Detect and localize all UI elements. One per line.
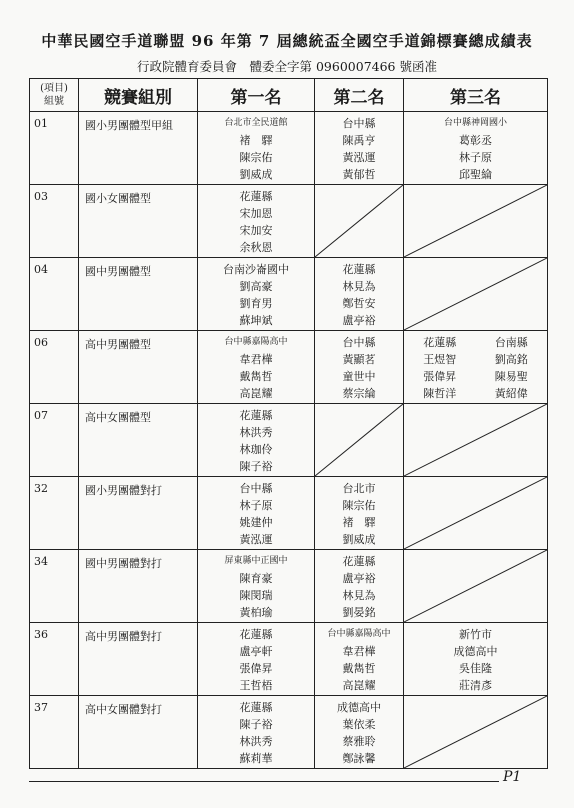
athlete-name: 黃顯茗 <box>342 353 376 366</box>
athlete-name: 高崑耀 <box>239 387 273 400</box>
event-category: 國小男團體型甲組 <box>79 112 198 185</box>
event-category: 高中男團體型 <box>79 331 198 404</box>
athlete-name: 盧亭裕 <box>342 572 376 585</box>
event-code: 07 <box>30 404 79 477</box>
event-category: 國小女團體型 <box>79 185 198 258</box>
third-place-cell <box>404 696 548 769</box>
athlete-name: 林子原 <box>239 499 273 512</box>
team-name: 台北市 <box>342 482 376 495</box>
athlete-name: 劉高豪 <box>239 280 273 293</box>
athlete-name: 黃泓運 <box>342 151 376 164</box>
empty-cell-slash <box>404 696 547 768</box>
header-third: 第三名 <box>404 79 548 112</box>
team-name: 台北市全民道館 <box>224 118 288 128</box>
athlete-name: 高崑耀 <box>342 679 376 692</box>
athlete-name: 劉高銘 <box>494 353 528 366</box>
athlete-name: 林子原 <box>459 151 492 164</box>
result-row <box>30 258 548 331</box>
result-row <box>30 331 548 404</box>
team-name: 台中縣 <box>342 117 376 130</box>
athlete-name: 褚 驛 <box>342 516 376 529</box>
team-name: 花蓮縣 <box>342 263 376 276</box>
athlete-name: 邱聖綸 <box>459 168 492 181</box>
athlete-name: 蔡宗綸 <box>342 387 376 400</box>
athlete-name: 陳子裕 <box>239 460 273 473</box>
athlete-name: 莊清彥 <box>459 679 492 692</box>
result-row <box>30 404 548 477</box>
athlete-name: 蘇坤斌 <box>239 314 273 327</box>
empty-cell-slash <box>315 404 403 476</box>
third-place-cell <box>404 258 548 331</box>
empty-cell-slash <box>404 404 547 476</box>
athlete-name: 戴雋哲 <box>239 370 273 383</box>
header-code: (項目) 組號 <box>30 79 79 112</box>
empty-cell-slash <box>404 477 547 549</box>
third-place-cell <box>404 550 548 623</box>
third-place-cell <box>404 404 548 477</box>
athlete-name: 葛彰丞 <box>459 134 492 147</box>
team-name: 台中縣嘉陽高中 <box>224 337 288 347</box>
athlete-name: 童世中 <box>342 370 376 383</box>
first-place-cell <box>198 477 315 550</box>
event-code: 36 <box>30 623 79 696</box>
athlete-name: 蘇莉華 <box>239 752 273 765</box>
athlete-name: 黃柏瑜 <box>239 606 273 619</box>
athlete-name: 戴雋哲 <box>342 662 376 675</box>
team-name: 花蓮縣 <box>239 190 273 203</box>
event-code: 01 <box>30 112 79 185</box>
athlete-name: 陳禹亨 <box>342 134 376 147</box>
first-place-cell <box>198 331 315 404</box>
athlete-name: 鄭哲安 <box>342 297 376 310</box>
athlete-name: 劉威成 <box>239 168 273 181</box>
second-place-cell <box>315 331 404 404</box>
header-second: 第二名 <box>315 79 404 112</box>
empty-cell-slash <box>404 550 547 622</box>
second-place-cell <box>315 550 404 623</box>
second-place-cell <box>315 112 404 185</box>
first-place-cell <box>198 550 315 623</box>
athlete-name: 陳子裕 <box>239 718 273 731</box>
third-place-cell <box>404 331 548 404</box>
event-code: 06 <box>30 331 79 404</box>
athlete-name: 蔡雅聆 <box>342 735 376 748</box>
second-place-cell <box>315 185 404 258</box>
result-row <box>30 623 548 696</box>
athlete-name: 陳哲洋 <box>423 387 457 400</box>
athlete-name: 林見為 <box>342 280 376 293</box>
event-code: 34 <box>30 550 79 623</box>
event-category: 高中女團體對打 <box>79 696 198 769</box>
athlete-name: 姚建仲 <box>239 516 273 529</box>
athlete-name: 葉依柔 <box>342 718 376 731</box>
athlete-name: 盧亭軒 <box>239 645 273 658</box>
team-name: 成德高中 <box>337 701 381 714</box>
result-row <box>30 112 548 185</box>
athlete-name: 劉威成 <box>342 533 376 546</box>
athlete-name: 林見為 <box>342 589 376 602</box>
athlete-name: 黃泓運 <box>239 533 273 546</box>
second-place-cell <box>315 623 404 696</box>
team-name: 台中縣嘉陽高中 <box>327 629 391 639</box>
athlete-name: 劉晏銘 <box>342 606 376 619</box>
athlete-name: 吳佳隆 <box>459 662 492 675</box>
team-name: 新竹市 <box>459 628 492 641</box>
athlete-name: 王哲梧 <box>239 679 273 692</box>
athlete-name: 宋加恩 <box>239 207 273 220</box>
team-name: 屏東縣中正國中 <box>224 556 288 566</box>
event-category: 高中男團體對打 <box>79 623 198 696</box>
third-place-cell <box>404 185 548 258</box>
athlete-name: 黃紹偉 <box>494 387 528 400</box>
team-name: 花蓮縣 <box>239 409 273 422</box>
results-table <box>29 78 548 769</box>
first-place-cell <box>198 696 315 769</box>
empty-cell-slash <box>404 258 547 330</box>
header-category: 競賽組別 <box>79 79 198 112</box>
event-code: 04 <box>30 258 79 331</box>
athlete-name: 張偉昇 <box>239 662 273 675</box>
result-row <box>30 696 548 769</box>
second-place-cell <box>315 696 404 769</box>
header-row <box>30 79 548 112</box>
athlete-name: 盧亭裕 <box>342 314 376 327</box>
second-place-cell <box>315 404 404 477</box>
athlete-name: 陳宗佑 <box>239 151 273 164</box>
second-place-cell <box>315 258 404 331</box>
athlete-name: 余秋恩 <box>239 241 273 254</box>
team-name: 台中縣神岡國小 <box>443 118 507 128</box>
athlete-name: 林珈伶 <box>239 443 273 456</box>
team-name: 台南縣 <box>494 336 528 349</box>
document-subtitle: 行政院體育委員會 體委全字第 0960007466 號函准 <box>137 59 437 74</box>
empty-cell-slash <box>315 185 403 257</box>
athlete-name: 林洪秀 <box>239 735 273 748</box>
result-row <box>30 477 548 550</box>
athlete-name: 劉育男 <box>239 297 273 310</box>
event-category: 國中男團體對打 <box>79 550 198 623</box>
event-code: 37 <box>30 696 79 769</box>
third-place-cell <box>404 477 548 550</box>
athlete-name: 宋加安 <box>239 224 273 237</box>
athlete-name: 黃郁哲 <box>342 168 376 181</box>
team-name: 台中縣 <box>342 336 376 349</box>
athlete-name: 張偉昇 <box>423 370 457 383</box>
athlete-name: 陳育豪 <box>239 572 273 585</box>
athlete-name: 陳宗佑 <box>342 499 376 512</box>
athlete-name: 韋君樺 <box>239 353 273 366</box>
team-name: 花蓮縣 <box>239 701 273 714</box>
footer-line <box>29 781 499 782</box>
team-name: 花蓮縣 <box>239 628 273 641</box>
event-category: 高中女團體型 <box>79 404 198 477</box>
event-code: 03 <box>30 185 79 258</box>
athlete-name: 褚 驛 <box>239 134 273 147</box>
first-place-cell <box>198 258 315 331</box>
document-title: 中華民國空手道聯盟 96 年第 7 屆總統盃全國空手道錦標賽總成績表 <box>41 32 533 50</box>
first-place-cell <box>198 185 315 258</box>
team-name: 台中縣 <box>239 482 273 495</box>
team-name: 台南沙崙國中 <box>223 263 289 276</box>
third-place-cell <box>404 112 548 185</box>
event-code: 32 <box>30 477 79 550</box>
event-category: 國中男團體型 <box>79 258 198 331</box>
team-name: 花蓮縣 <box>423 336 457 349</box>
athlete-name: 韋君樺 <box>342 645 376 658</box>
third-place-cell <box>404 623 548 696</box>
athlete-name: 王煜智 <box>423 353 457 366</box>
page-number: P1 <box>503 769 522 785</box>
first-place-cell <box>198 623 315 696</box>
athlete-name: 鄭詠馨 <box>342 752 376 765</box>
event-category: 國小男團體對打 <box>79 477 198 550</box>
result-row <box>30 185 548 258</box>
athlete-name: 成德高中 <box>453 645 498 658</box>
team-name: 花蓮縣 <box>342 555 376 568</box>
athlete-name: 林洪秀 <box>239 426 273 439</box>
first-place-cell <box>198 404 315 477</box>
header-first: 第一名 <box>198 79 315 112</box>
second-place-cell <box>315 477 404 550</box>
athlete-name: 陳閔瑞 <box>239 589 273 602</box>
result-row <box>30 550 548 623</box>
first-place-cell <box>198 112 315 185</box>
empty-cell-slash <box>404 185 547 257</box>
athlete-name: 陳易聖 <box>494 370 528 383</box>
